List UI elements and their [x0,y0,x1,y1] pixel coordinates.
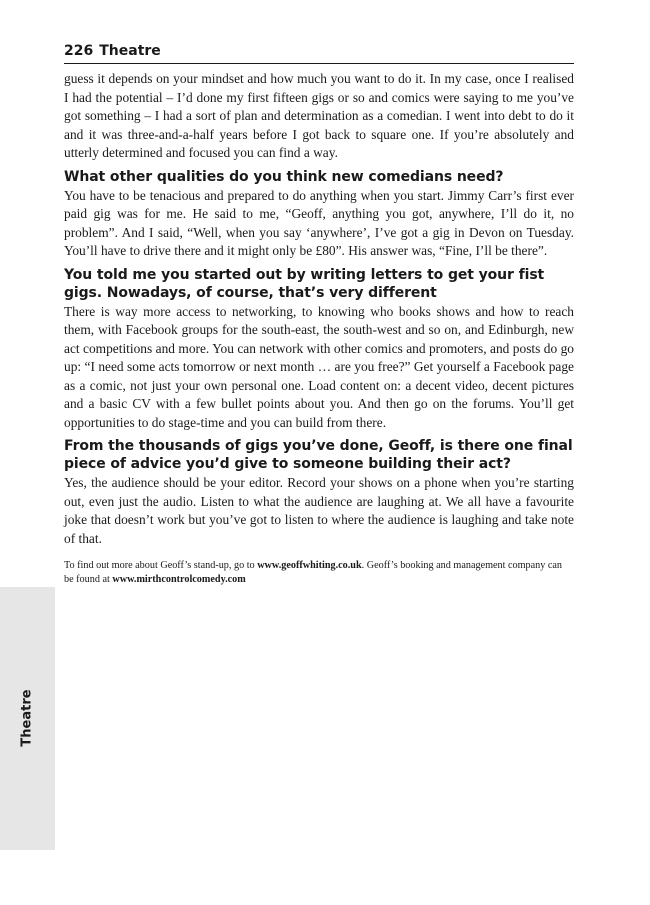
running-header [64,41,574,64]
page-body [64,70,574,587]
question-heading: From the thousands of gigs you’ve done, Geoff, is there one final piece of advice you’d give to someone building their act? [64,438,573,472]
answer-paragraph: Yes, the audience should be your editor. Record your shows on a phone when you’re starting out, even just the audio. Listen to what the audience are laughing at. We all have a favourite joke that doesn’t work but you’ve got to listen to where the audience is laughing and take note of that. [64,475,574,546]
footnote-text: To find out more about Geoff’s stand-up, go to [64,560,258,571]
question-heading: You told me you started out by writing letters to get your fist gigs. Nowadays, of course, that’s very different [64,266,545,301]
answer-paragraph: You have to be tenacious and prepared to do anything when you start. Jimmy Carr’s first ever paid gig was for me. He said to me, “Geoff, anything you got, anywhere, I’ll do it, no problem”. And I said, “Well, when you say ‘anywhere’, I’ve got a gig in Devon on Tuesday. You’ll have to drive there and it might only be £80”. His answer was, “Fine, I’ll be there”. [64,187,574,258]
footnote [64,559,574,587]
section-title: Theatre [99,43,161,59]
page-number: 226 [64,43,94,59]
question-heading: What other qualities do you think new comedians need? [64,168,504,185]
intro-paragraph: guess it depends on your mindset and how much you want to do it. In my case, once I realised I had the potential – I’d done my first fifteen gigs or so and comics were saying to me you’ve got something – I had a sort of plan and determination as a comedian. I went into debt to do it and it was three-and-a-half years before I got back to square one. If you’re absolutely and utterly determined and focused you can find a way. [64,71,574,160]
geoff-website-link[interactable]: www.geoffwhiting.co.uk [257,560,362,571]
mirthcontrol-website-link[interactable]: www.mirthcontrolcomedy.com [112,574,246,585]
answer-paragraph: There is way more access to networking, to knowing who books shows and how to reach them, with Facebook groups for the south-east, the south-west and so on, and Edinburgh, new act competitions and more. You can network with other comics and promoters, and posts do go up: “I need some acts tomorrow or next month … are you free?” Get yourself a Facebook page as a comic, not just your own personal one. Load content on: a decent video, decent pictures and a basic CV with a few bullet points about you. And then go on the forums. You’ll get opportunities to do stage-time and you can build from there. [64,303,574,430]
footnote-text: . Geoff’s booking and management company can be found at [64,560,563,585]
side-tab-label: Theatre [19,689,35,747]
